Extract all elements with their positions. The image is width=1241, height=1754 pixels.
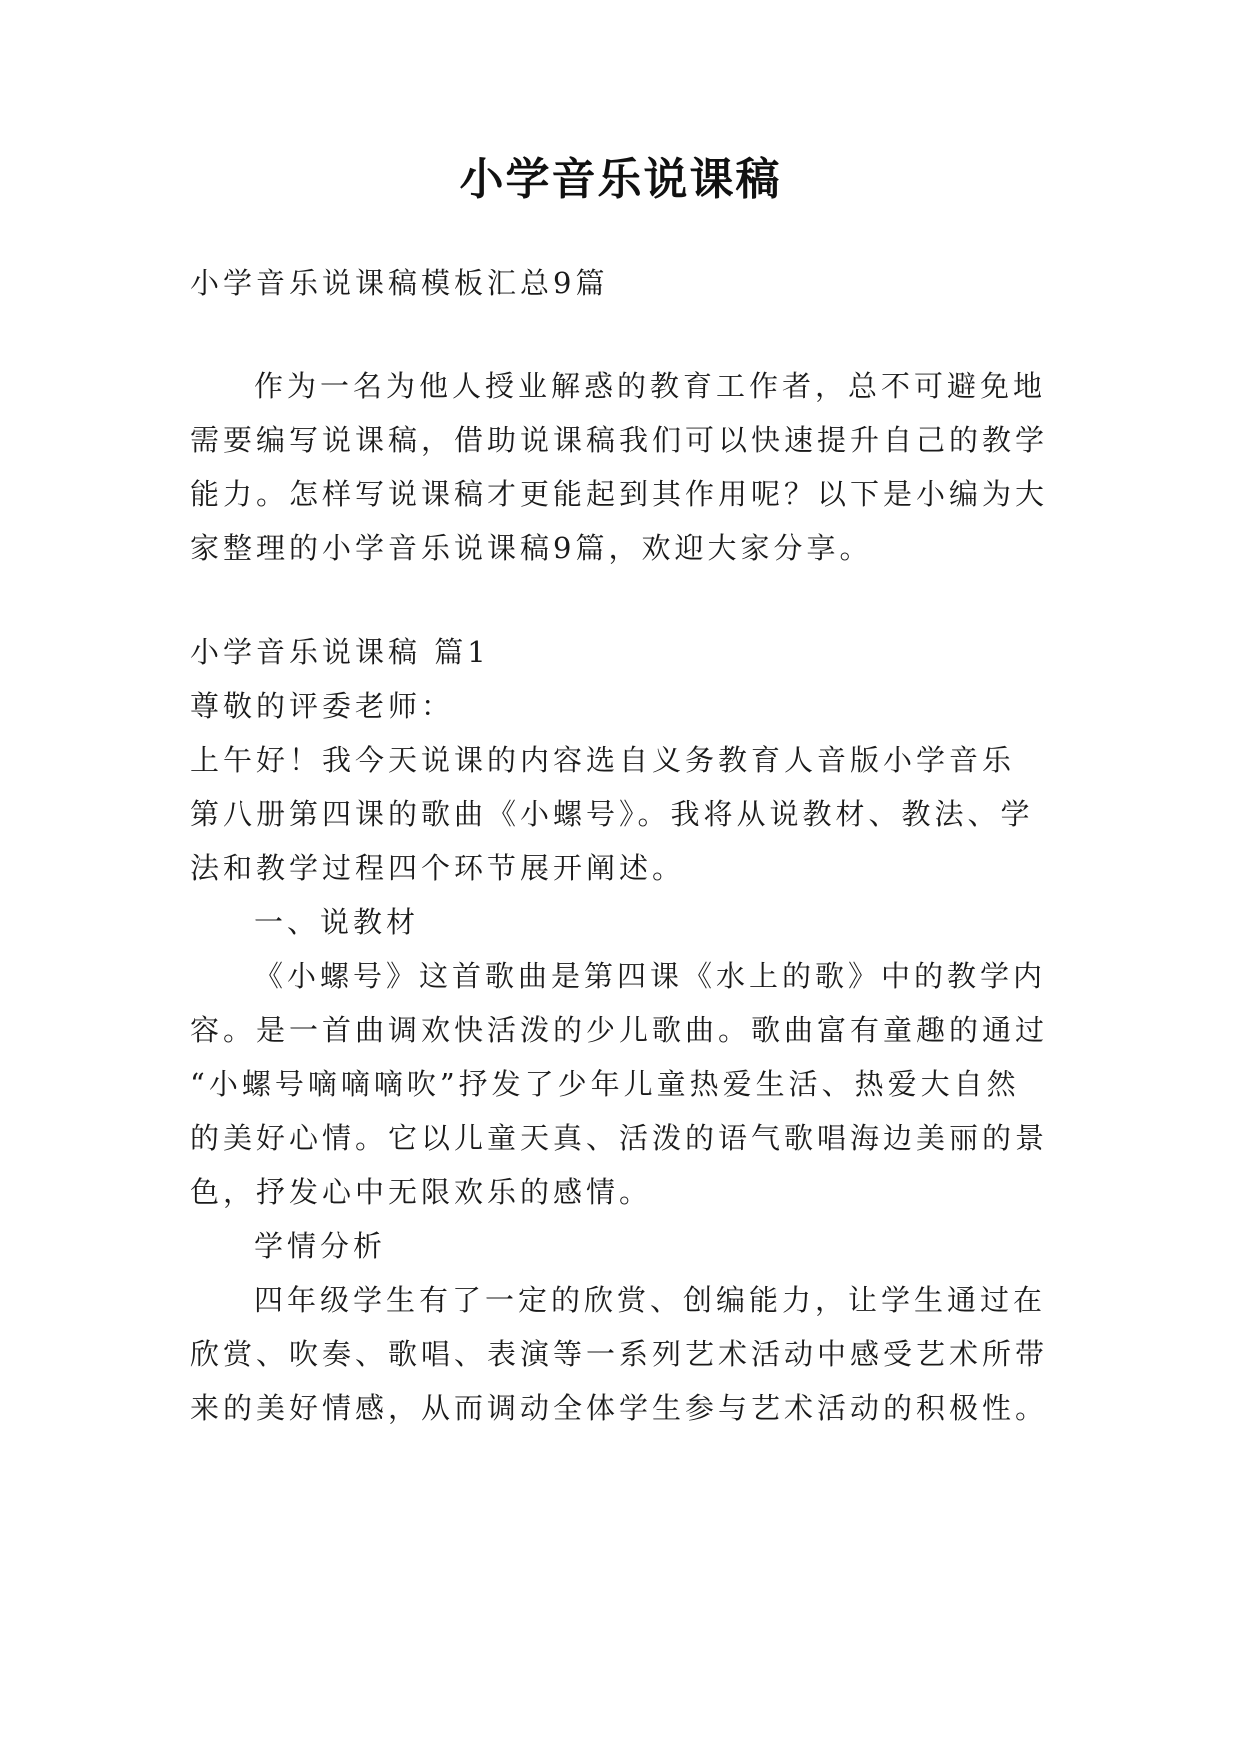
document-title: 小学音乐说课稿 — [459, 154, 782, 205]
textbook-line: 《小螺号》这首歌曲是第四课《水上的歌》中的教学内 — [254, 959, 1047, 993]
intro-line: 能力。怎样写说课稿才更能起到其作用呢？以下是小编为大 — [190, 477, 1049, 511]
intro-line: 家整理的小学音乐说课稿9篇，欢迎大家分享。 — [190, 531, 873, 565]
opening-line: 上午好！我今天说课的内容选自义务教育人音版小学音乐 — [190, 743, 1016, 777]
intro-line: 需要编写说课稿，借助说课稿我们可以快速提升自己的教学 — [190, 423, 1049, 457]
opening-line: 第八册第四课的歌曲《小螺号》。我将从说教材、教法、学 — [190, 797, 1034, 831]
textbook-line: “小螺号嘀嘀嘀吹”抒发了少年儿童热爱生活、热爱大自然 — [190, 1067, 1020, 1101]
textbook-line: 色，抒发心中无限欢乐的感情。 — [190, 1175, 653, 1209]
textbook-line: 容。是一首曲调欢快活泼的少儿歌曲。歌曲富有童趣的通过 — [190, 1013, 1049, 1047]
section-heading: 小学音乐说课稿 篇1 — [190, 635, 490, 669]
analysis-line: 来的美好情感，从而调动全体学生参与艺术活动的积极性。 — [190, 1391, 1049, 1425]
intro-line: 作为一名为他人授业解惑的教育工作者，总不可避免地 — [254, 369, 1047, 403]
textbook-line: 的美好心情。它以儿童天真、活泼的语气歌唱海边美丽的景 — [190, 1121, 1049, 1155]
analysis-line: 欣赏、吹奏、歌唱、表演等一系列艺术活动中感受艺术所带 — [190, 1337, 1049, 1371]
heading-textbook: 一、说教材 — [254, 905, 420, 939]
document-subtitle: 小学音乐说课稿模板汇总9篇 — [190, 266, 609, 300]
heading-analysis: 学情分析 — [254, 1229, 387, 1263]
analysis-line: 四年级学生有了一定的欣赏、创编能力，让学生通过在 — [254, 1283, 1047, 1317]
opening-line: 法和教学过程四个环节展开阐述。 — [190, 851, 686, 885]
greeting: 尊敬的评委老师： — [190, 689, 455, 723]
